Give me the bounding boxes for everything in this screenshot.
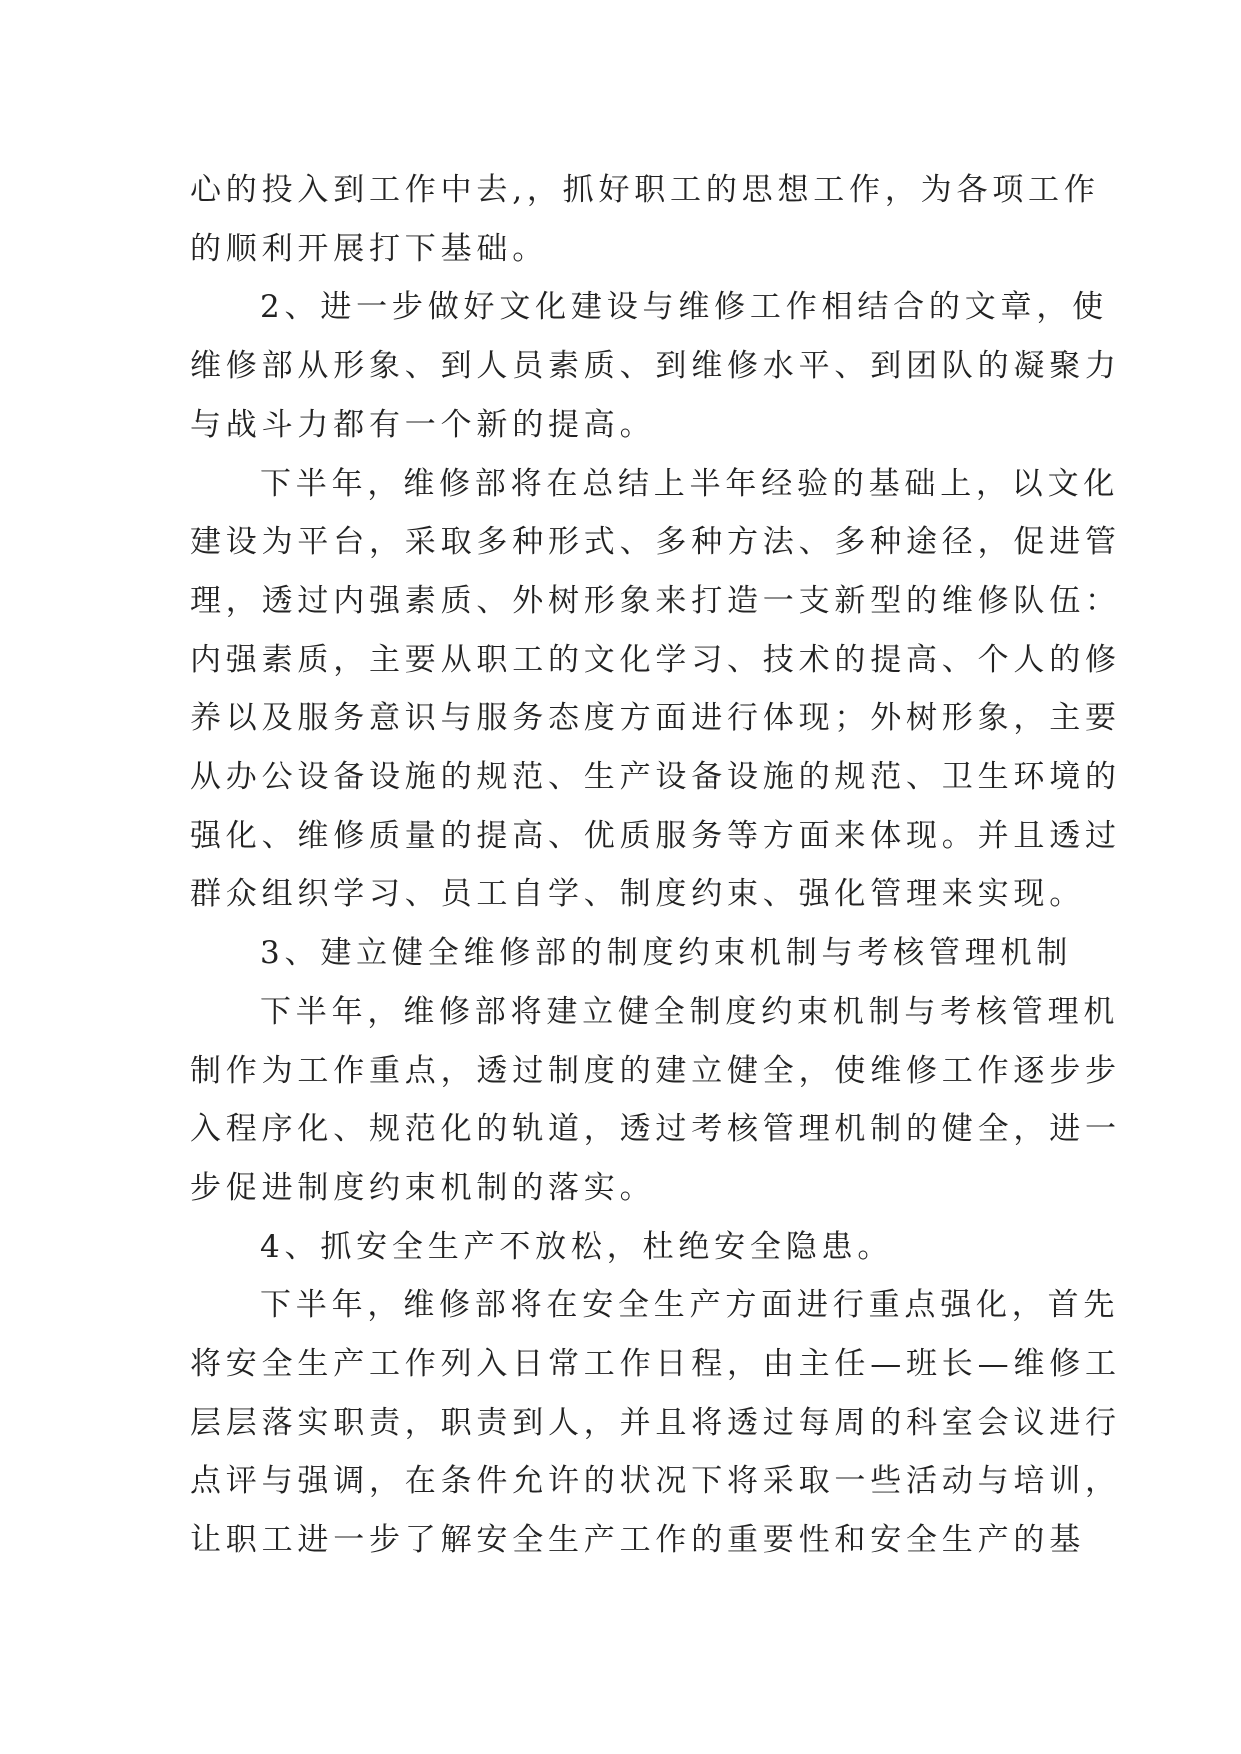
text-line: 理，透过内强素质、外树形象来打造一支新型的维修队伍： [190,582,1121,619]
text-line: 3、建立健全维修部的制度约束机制与考核管理机制 [260,935,1073,972]
text-line: 层层落实职责，职责到人，并且将透过每周的科室会议进行 [190,1404,1121,1441]
text-line: 下半年，维修部将在总结上半年经验的基础上，以文化 [260,465,1120,502]
text-line: 从办公设备设施的规范、生产设备设施的规范、卫生环境的 [190,759,1121,796]
text-line: 让职工进一步了解安全生产工作的重要性和安全生产的基 [190,1522,1085,1559]
paragraph-4-heading [190,924,1073,983]
text-line: 建设为平台，采取多种形式、多种方法、多种途径，促进管 [190,524,1121,561]
text-line: 2、进一步做好文化建设与维修工作相结合的文章，使 [260,289,1108,326]
text-line: 下半年，维修部将建立健全制度约束机制与考核管理机 [260,993,1120,1030]
paragraph-2 [190,278,1121,454]
text-line: 养以及服务意识与服务态度方面进行体现；外树形象，主要 [190,700,1121,737]
paragraph-1 [190,161,1100,278]
paragraph-3 [190,455,1121,925]
text-line: 内强素质，主要从职工的文化学习、技术的提高、个人的修 [190,641,1121,678]
paragraph-5 [190,983,1121,1218]
text-line: 的顺利开展打下基础。 [190,230,548,267]
text-line: 入程序化、规范化的轨道，透过考核管理机制的健全，进一 [190,1111,1121,1148]
text-line: 点评与强调，在条件允许的状况下将采取一些活动与培训， [190,1463,1121,1500]
text-line: 强化、维修质量的提高、优质服务等方面来体现。并且透过 [190,817,1121,854]
document-body [190,161,1121,1570]
text-line: 将安全生产工作列入日常工作日程，由主任—班长—维修工 [190,1346,1121,1383]
text-line: 下半年，维修部将在安全生产方面进行重点强化，首先 [260,1287,1120,1324]
text-line: 4、抓安全生产不放松，杜绝安全隐患。 [260,1228,894,1265]
paragraph-7 [190,1276,1121,1570]
paragraph-6-heading [190,1218,1050,1277]
text-line: 群众组织学习、员工自学、制度约束、强化管理来实现。 [190,876,1085,913]
text-line: 心的投入到工作中去,，抓好职工的思想工作，为各项工作 [190,172,1100,208]
text-line: 维修部从形象、到人员素质、到维修水平、到团队的凝聚力 [190,348,1121,385]
text-line: 与战斗力都有一个新的提高。 [190,406,656,443]
text-line: 步促进制度约束机制的落实。 [190,1169,656,1206]
text-line: 制作为工作重点，透过制度的建立健全，使维修工作逐步步 [190,1052,1121,1089]
